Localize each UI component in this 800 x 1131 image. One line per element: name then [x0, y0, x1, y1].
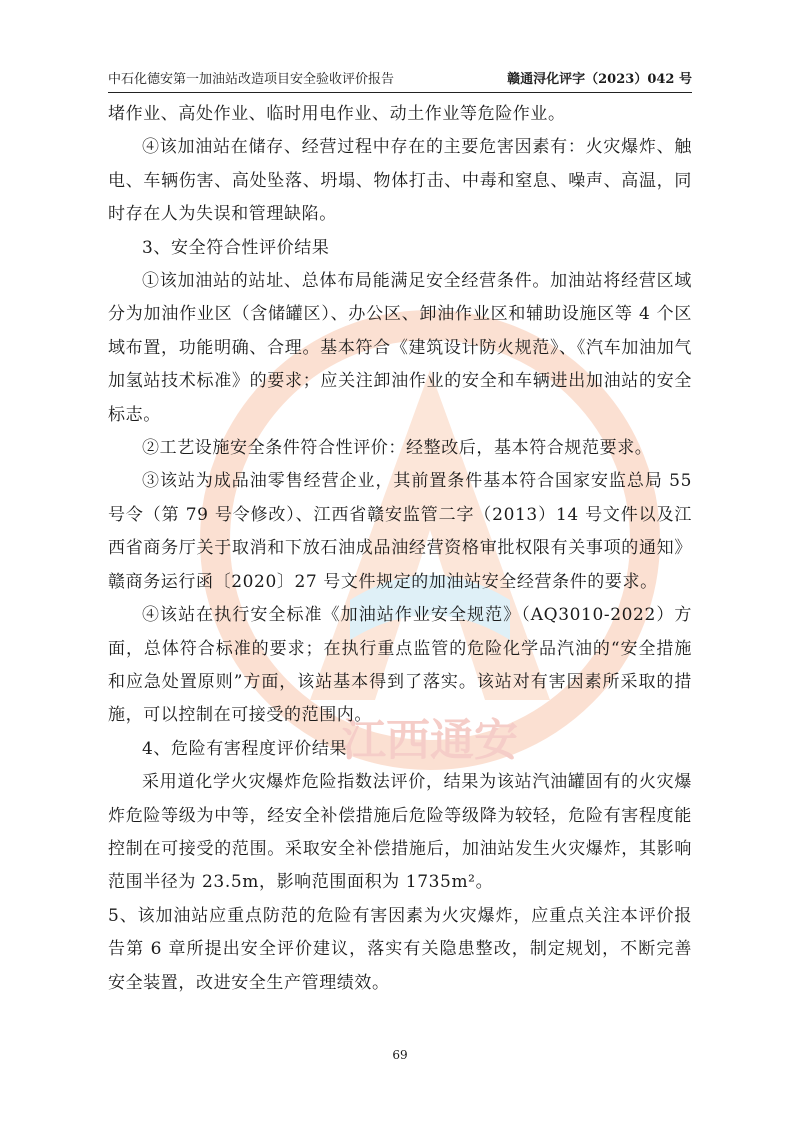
paragraph: ④该加油站在储存、经营过程中存在的主要危害因素有：火灾爆炸、触电、车辆伤害、高处坠落、坍塌、物体打击、中毒和窒息、噪声、高温，同时存在人为失误和管理缺陷。	[108, 137, 692, 225]
report-number: 赣通浔化评字（2023）042 号	[507, 72, 692, 87]
paragraph: ②工艺设施安全条件符合性评价：经整改后，基本符合规范要求。	[142, 438, 653, 459]
paragraph: ③该站为成品油零售经营企业，其前置条件基本符合国家安监总局 55 号令（第 79 号令修改）、江西省赣安监管二字（2013）14 号文件以及江西省商务厅关于取消和下放石油成品油经营资格审批权限有关事项的通知》赣商务运行函〔2020〕27 号文件规定的加油站安全经营条件的要求。	[108, 471, 692, 592]
paragraph: ①该加油站的站址、总体布局能满足安全经营条件。加油站将经营区域分为加油作业区（含储罐区）、办公区、卸油作业区和辅助设施区等 4 个区域布置，功能明确、合理。基本符合《建筑设计防火规范》、《汽车加油加气加氢站技术标准》的要求；应关注卸油作业的安全和车辆进出加油站的安全标志。	[108, 271, 692, 425]
page-number: 69	[392, 1048, 408, 1062]
report-title: 中石化德安第一加油站改造项目安全验收评价报告	[108, 72, 395, 87]
section-heading: 3、安全符合性评价结果	[142, 237, 330, 258]
report-body	[108, 98, 692, 1000]
section-heading: 4、危险有害程度评价结果	[142, 738, 348, 759]
watermark-text: 江西通安	[342, 715, 518, 766]
paragraph: 堵作业、高处作业、临时用电作业、动土作业等危险作业。	[108, 104, 566, 124]
page-header	[108, 70, 692, 93]
paragraph: 5、该加油站应重点防范的危险有害因素为火灾爆炸，应重点关注本评价报告第 6 章所提出安全评价建议，落实有关隐患整改，制定规划，不断完善安全装置，改进安全生产管理绩效。	[108, 905, 692, 993]
paragraph: 采用道化学火灾爆炸危险指数法评价，结果为该站汽油罐固有的火灾爆炸危险等级为中等，经安全补偿措施后危险等级降为较轻，危险有害程度能控制在可接受的范围。采取安全补偿措施后，加油站发生火灾爆炸，其影响范围半径为 23.5m，影响范围面积为 1735m²。	[108, 772, 692, 893]
paragraph: ④该站在执行安全标准《加油站作业安全规范》（AQ3010-2022）方面，总体符合标准的要求；在执行重点监管的危险化学品汽油的“安全措施和应急处置原则”方面，该站基本得到了落实。该站对有害因素所采取的措施，可以控制在可接受的范围内。	[108, 605, 692, 726]
